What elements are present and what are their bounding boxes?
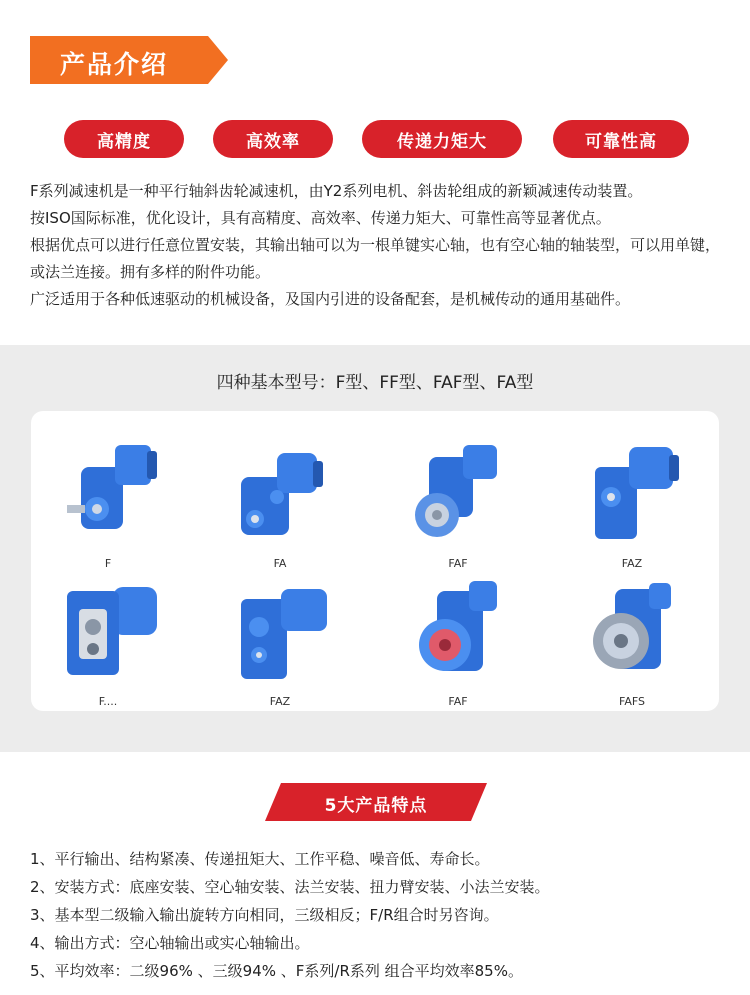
models-card — [31, 411, 719, 711]
model-item — [393, 437, 523, 570]
feature-item: 4、输出方式：空心轴输出或实心轴输出。 — [30, 934, 310, 952]
gear-reducer-image — [577, 575, 687, 693]
gear-reducer-image — [403, 437, 513, 555]
model-label: FAZ — [269, 695, 291, 708]
features-title-banner — [265, 783, 487, 821]
intro-paragraph: 按ISO国际标准，优化设计，具有高精度、高效率、传递力矩大、可靠性高等显著优点。 — [30, 209, 611, 227]
models-section — [0, 345, 750, 752]
model-item — [215, 437, 345, 570]
model-label: FA — [273, 557, 287, 570]
model-label: FAFS — [619, 695, 645, 708]
features-list — [30, 845, 730, 985]
gear-reducer-image — [53, 437, 163, 555]
model-label: F — [104, 557, 112, 570]
intro-paragraph: F系列减速机是一种平行轴斜齿轮减速机，由Y2系列电机、斜齿轮组成的新颖减速传动装置。 — [30, 182, 643, 200]
model-item — [43, 575, 173, 708]
model-item — [215, 575, 345, 708]
highlight-pill: 高效率 — [213, 120, 333, 158]
model-item — [43, 437, 173, 570]
feature-item: 3、基本型二级输入输出旋转方向相同，三级相反；F/R组合时另咨询。 — [30, 906, 499, 924]
model-item — [393, 575, 523, 708]
feature-item: 5、平均效率：二级96% 、三级94% 、F系列/R系列 组合平均效率85%。 — [30, 962, 523, 980]
model-label: F.... — [98, 695, 118, 708]
model-label: FAF — [448, 557, 468, 570]
model-item — [567, 437, 697, 570]
model-label: FAF — [448, 695, 468, 708]
highlight-pill: 传递力矩大 — [362, 120, 522, 158]
highlight-pill: 可靠性高 — [553, 120, 689, 158]
intro-paragraph: 广泛适用于各种低速驱动的机械设备，及国内引进的设备配套，是机械传动的通用基础件。 — [30, 290, 631, 308]
feature-item: 2、安装方式：底座安装、空心轴安装、法兰安装、扭力臂安装、小法兰安装。 — [30, 878, 550, 896]
gear-reducer-image — [225, 575, 335, 693]
gear-reducer-image — [53, 575, 163, 693]
gear-reducer-image — [577, 437, 687, 555]
highlight-pill: 高精度 — [64, 120, 184, 158]
intro-paragraph: 根据优点可以进行任意位置安装，其输出轴可以为一根单键实心轴，也有空心轴的轴装型，可以用单键，或法兰连接。拥有多样的附件功能。 — [30, 236, 721, 281]
intro-title-banner — [30, 36, 228, 84]
feature-item: 1、平行输出、结构紧凑、传递扭矩大、工作平稳、噪音低、寿命长。 — [30, 850, 490, 868]
model-item — [567, 575, 697, 708]
features-title: 5大产品特点 — [324, 796, 428, 816]
intro-title: 产品介绍 — [60, 50, 169, 79]
intro-description — [30, 178, 730, 313]
gear-reducer-image — [403, 575, 513, 693]
models-title: 四种基本型号：F型、FF型、FAF型、FA型 — [216, 373, 534, 393]
gear-reducer-image — [225, 437, 335, 555]
model-label: FAZ — [621, 557, 643, 570]
